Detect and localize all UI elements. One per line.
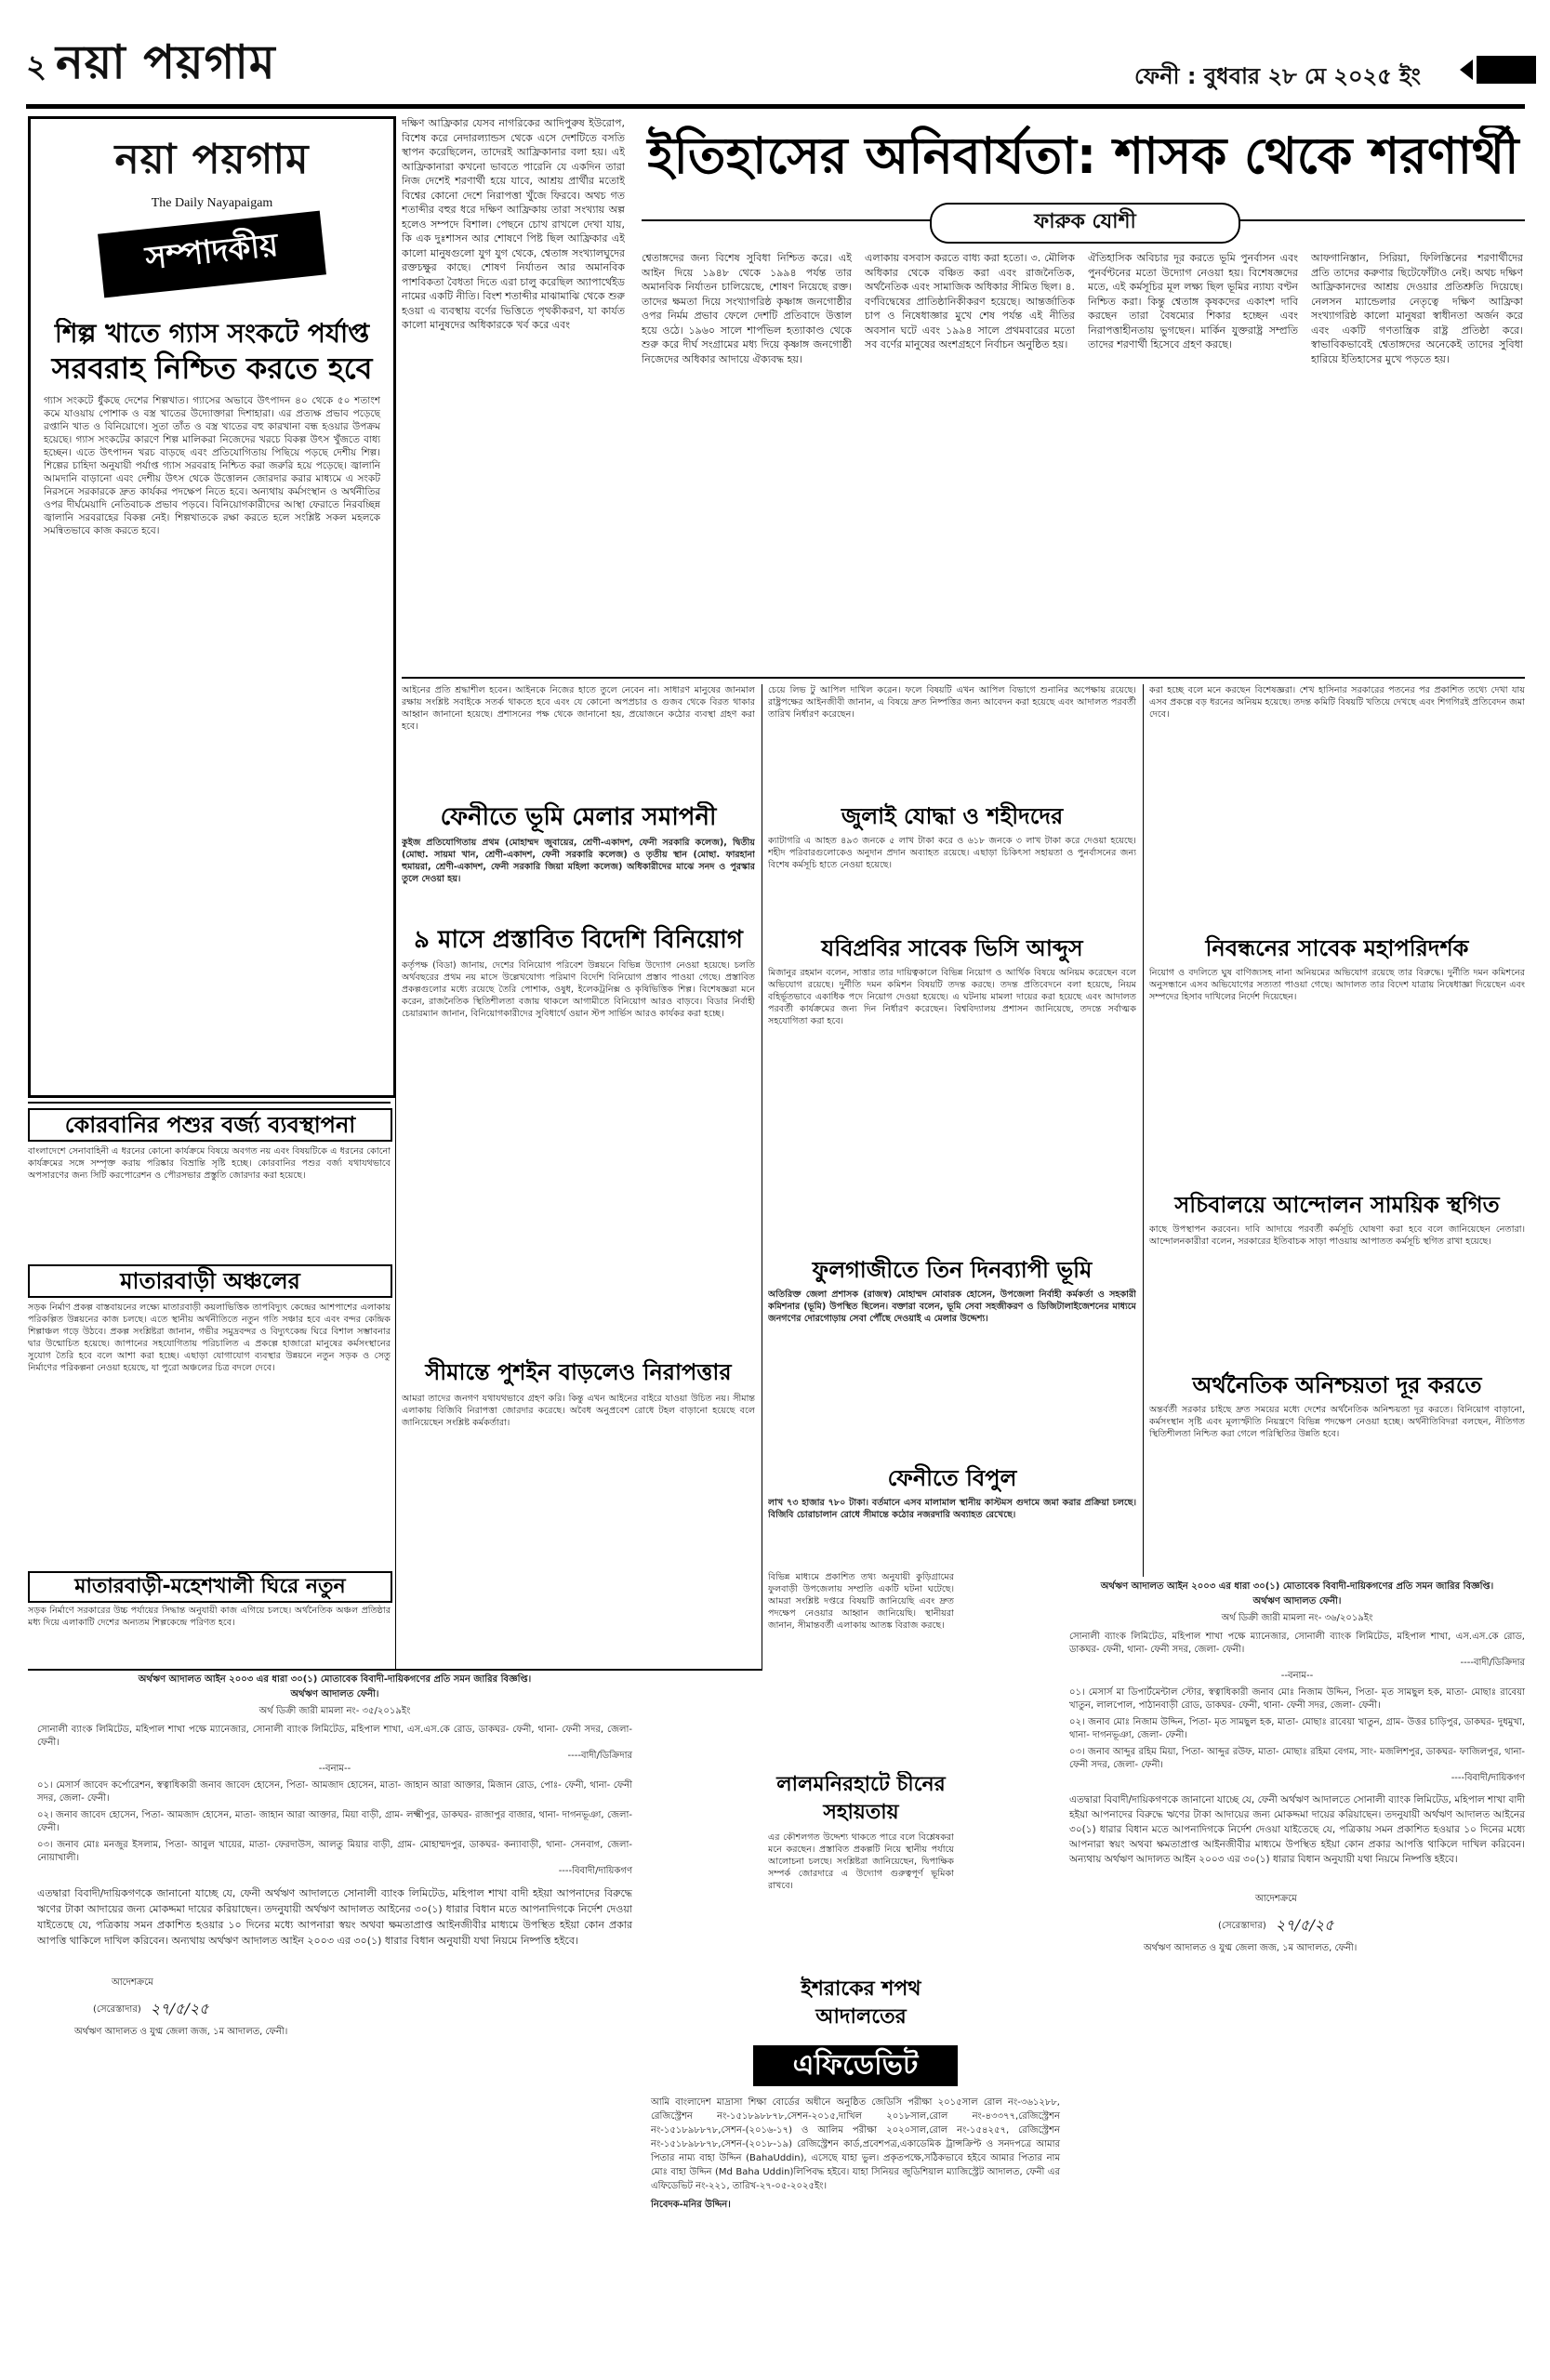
story-body-feni-bipul: লাখ ৭৩ হাজার ৭৮০ টাকা। বর্তমানে এসব মালামাল স্থানীয় কাস্টমস গুদামে জমা করার প্রক্রিয়া চলছে। বিজিবি চোরাচালান রোধে সীমান্তে কঠোর নজরদারি অব্যাহত রেখেছে।: [768, 1498, 1136, 1520]
story-body-fulgazi: অতিরিক্ত জেলা প্রশাসক (রাজস্ব) মোহাম্মদ মোবারক হোসেন, উপজেলা নির্বাহী কর্মকর্তা ও সহকারী কমিশনার (ভূমি) উপস্থিত ছিলেন। বক্তারা বলেন, ভূমি সেবা সহজীকরণ ও ডিজিটালাইজেশনের মাধ্যমে জনগণের দোরগোড়ায় সেবা পৌঁছে দেওয়াই এ মেলার উদ্দেশ্য।: [768, 1289, 1136, 1324]
legal-right-signature: [1218, 1913, 1525, 1938]
editorial-label: সম্পাদকীয়: [98, 211, 326, 298]
signature-mark: ২৭/৫/২৫: [1275, 1916, 1334, 1934]
legal-left-title: অর্থঋণ আদালত আইন ২০০৩ এর ধারা ৩০(১) মোতাবেক বিবাদী-দায়িকগণের প্রতি সমন জারির বিজ্ঞপ্তি।: [138, 1674, 532, 1685]
editorial-headline-2: সরবরাহ নিশ্চিত করতে হবে: [51, 350, 373, 386]
arrow-left-icon: [1460, 60, 1473, 80]
affidavit-body: আমি বাংলাদেশ মাদ্রাসা শিক্ষা বোর্ডের অধীনে অনুষ্ঠিত জেডিসি পরীক্ষা ২০১৫সাল রোল নং-৩৬১২৮৮, রেজিস্ট্রেশন নং-১৫১৮৯৮৮৭৮,সেশন-২০১৫,দাখিল ২০১৮সাল,রোল নং-৪৩৩৭৭,রেজিস্ট্রেশন নং-১৫১৮৯৮৮৭৮,সেশন-(২০১৬-১৭) ও আলিম পরীক্ষা ২০২০সাল,রোল নং-১৫৪২৫৭, রেজিস্ট্রেশন নং-১৫১৮৯৮৮৭৮,সেশন-(২০১৮-১৯) রেজিস্ট্রেশন কার্ড,প্রবেশপত্র,একাডেমিক ট্রান্সক্রিপ্ট ও সনদপত্রে আমার পিতার নাম্য বাহা উদ্দিন (BahaUddin), এসেছে যাহা ভুল। প্রকৃতপক্ষে,সঠিকভাবে হইবে আমার পিতার নাম মোঃ বাহা উদ্দিন (Md Baha Uddin)লিপিবদ্ধ হইবে। যাহা সিনিয়র জুডিশিয়াল ম্যাজিস্ট্রেট আদালত, ফেনী এর এফিডেভিট নং-২২১, তারিখ-২৭-০৫-২০২৫ইং।: [651, 2097, 1060, 2191]
legal-left-office: (সেরেস্তাদার): [93, 2003, 141, 2015]
legal-right-defendant-2: ০২। জনাব মোঃ নিজাম উদ্দিন, পিতা- মৃত সামছুল হক, মাতা- মোছাঃ রাবেয়া খাতুন, গ্রাম- উত্তর চাড়িপুর, ডাকঘর- দুধমুখা, থানা- দাগনভূঞা, জেলা- ফেনী।: [1069, 1717, 1525, 1740]
feature-col-3: ঐতিহাসিক অবিচার দূর করতে ভূমি পুনর্বাসন এবং পুনর্বণ্টনের মতো উদ্যোগ নেওয়া হয়। বিশেষজ্ঞদের মতে, এই কর্মসূচির মূল লক্ষ্য ছিল ভূমির ন্যায্য বণ্টন নিশ্চিত করা। কিন্তু শ্বেতাঙ্গ কৃষকদের একাংশ দাবি করছেন তারা বৈষম্যের শিকার হচ্ছেন এবং নিরাপত্তাহীনতায় ভুগছেন। মার্কিন যুক্তরাষ্ট্র সম্প্রতি তাদের শরণার্থী হিসেবে গ্রহণ করছে।: [1088, 252, 1298, 350]
legal-left-versus: --বনাম--: [318, 1764, 351, 1774]
legal-left-signature: [93, 1997, 632, 2022]
legal-left-defendant-tag: ----বিবাদী/দায়িকগণ: [558, 1866, 632, 1876]
story-headline-maheshkhali: মাতারবাড়ী-মহেশখালী ঘিরে নতুন: [28, 1571, 392, 1603]
legal-left-defendant-3: ০৩। জনাব মোঃ মনজুর ইসলাম, পিতা- আবুল খায়ের, মাতা- ফেরদাউস, আলতু মিয়ার বাড়ী, গ্রাম- মোহাম্মদপুর, ডাকঘর- কন্যাবাড়ী, থানা- সেনবাগ, জেলা- নোয়াখালী।: [37, 1840, 632, 1863]
story-headline-sachibaloy: সচিবালয়ে আন্দোলন সাময়িক স্থগিত: [1174, 1192, 1500, 1218]
story-headline-fulgazi: ফুলগাজীতে তিন দিনব্যাপী ভূমি: [812, 1257, 1093, 1283]
lower-rule: [28, 1669, 762, 1671]
legal-left-case: অর্থ ডিক্রী জারী মামলা নং- ৩৫/২০১৯ইং: [258, 1706, 411, 1716]
legal-right-title: অর্থঋণ আদালত আইন ২০০৩ এর ধারা ৩০(১) মোতাবেক বিবাদী-দায়িকগণের প্রতি সমন জারির বিজ্ঞপ্তি।: [1100, 1581, 1494, 1592]
feature-byline: ফারুক যোশী: [930, 203, 1240, 244]
legal-right-defendant-tag: ----বিবাদী/দায়িকগণ: [1451, 1773, 1525, 1783]
legal-left-defendant-2: ০২। জনাব জাবেদ হোসেন, পিতা- আমজাদ হোসেন, মাতা- জাহান আরা আক্তার, মিয়া বাড়ী, গ্রাম- লক্ষ্মীপুর, ডাকঘর- রাজাপুর বাজার, থানা- দাগনভূঞা, জেলা- ফেনী।: [37, 1810, 632, 1833]
feature-bottom-rule: [402, 677, 1525, 679]
story-headline-pushin: সীমান্তে পুশইন বাড়লেও নিরাপত্তার: [425, 1359, 732, 1385]
story-body-investment: কর্তৃপক্ষ (বিডা) জানায়, দেশের বিনিয়োগ পরিবেশ উন্নয়নে বিভিন্ন উদ্যোগ নেওয়া হয়েছে। চলতি অর্থবছরের প্রথম নয় মাসে উল্লেখযোগ্য পরিমাণ বিদেশি বিনিয়োগ প্রস্তাব পাওয়া গেছে। প্রস্তাবিত প্রকল্পগুলোর মধ্যে রয়েছে তৈরি পোশাক, ওষুধ, ইলেকট্রনিক্স ও কৃষিভিত্তিক শিল্প। বিশেষজ্ঞরা মনে করেন, রাজনৈতিক স্থিতিশীলতা বজায় থাকলে আগামীতে বিনিয়োগ আরও বাড়বে। বিডার নির্বাহী চেয়ারম্যান জানান, বিনিয়োগকারীদের সুবিধার্থে ওয়ান স্টপ সার্ভিস আরও কার্যকর করা হচ্ছে।: [402, 960, 755, 1019]
story-body-pushin-cont: বিভিন্ন মাধ্যমে প্রকাশিত তথ্য অনুযায়ী কুড়িগ্রামের ফুলবাড়ী উপজেলায় সম্প্রতি একটি ঘটনা ঘটেছে। আমরা সংশ্লিষ্ট দপ্তরে বিষয়টি জানিয়েছি এবং দ্রুত পদক্ষেপ নেওয়ার আহ্বান জানিয়েছি। স্থানীয়রা জানান, সীমান্তবর্তী এলাকায় আতঙ্ক বিরাজ করছে।: [768, 1572, 954, 1631]
tail-col-3: করা হচ্ছে বলে মনে করছেন বিশেষজ্ঞরা। শেখ হাসিনার সরকারের পতনের পর প্রকাশিত তথ্যে দেখা যায় এসব প্রকল্পে বড় ধরনের অনিয়ম হয়েছে। তদন্ত কমিটি বিষয়টি খতিয়ে দেখছে এবং শিগগিরই প্রতিবেদন জমা দেবে।: [1149, 685, 1525, 720]
affidavit-title: এফিডেভিট: [753, 2045, 958, 2086]
legal-right-office: (সেরেস্তাদার): [1218, 1920, 1266, 1931]
legal-notice-left: [37, 1673, 632, 2343]
feature-col-2: এলাকায় বসবাস করতে বাধ্য করা হতো। ৩. মৌলিক অধিকার থেকে বঞ্চিত করা এবং রাজনৈতিক, অর্থনৈতিক এবং সামাজিক অধিকার সীমিত ছিল। ৪. বর্ণবিদ্বেষের প্রাতিষ্ঠানিকীকরণ হয়েছে। আন্তর্জাতিক চাপ ও নিষেধাজ্ঞার মুখে শেষ পর্যন্ত এই নীতির অবসান ঘটে এবং ১৯৯৪ সালে প্রথমবারের মতো সব বর্ণের মানুষের অংশগ্রহণে নির্বাচন অনুষ্ঠিত হয়।: [865, 252, 1075, 350]
story-headline-ishraque: ইশরাকের শপথ আদালতের: [801, 1977, 921, 2029]
affidavit-signer: নিবেদক-মনির উদ্দিন।: [651, 2200, 731, 2210]
legal-right-court: অর্থঋণ আদালত ফেনী।: [1252, 1596, 1342, 1606]
legal-right-body: এতদ্বারা বিবাদী/দায়িকগণকে জানানো যাচ্ছে যে, ফেনী অর্থঋণ আদালতে সোনালী ব্যাংক লিমিটেড, মহিপাল শাখা বাদী হইয়া আপনাদের বিরুদ্ধে ঋণের টাকা আদায়ের জন্য মোকদ্দমা দায়ের করিয়াছেন। তদনুযায়ী অর্থঋণ আদালত আইনের ৩০(১) ধারার বিধান মতে আপনাদিগকে নির্দেশ দেওয়া যাইতেছে যে, পত্রিকায় সমন প্রকাশিত হওয়ার ১০ দিনের মধ্যে আপনারা স্বয়ং অথবা ক্ষমতাপ্রাপ্ত আইনজীবীর মাধ্যমে উপস্থিত হইয়া কোন প্রকার আপত্তি থাকিলে দাখিল করিবেন। অন্যথায় অর্থঋণ আদালত আইন ২০০৩ এর ৩০(১) ধারার বিধান অনুযায়ী যথা নিয়মে নিষ্পত্তি হইবে।: [1069, 1794, 1525, 1865]
date-line: ফেনী : বুধবার ২৮ মে ২০২৫ ইং: [1134, 63, 1421, 89]
legal-right-footer: অর্থঋণ আদালত ও যুগ্ম জেলা জজ, ১ম আদালত, ফেনী।: [1144, 1943, 1358, 1953]
story-body-korbani: বাংলাদেশে সেনাবাহিনী এ ধরনের কোনো কার্যক্রমে বিষয়ে অবগত নয় এবং বিষয়টিকে এ ধরনের কোনো কার্যক্রমের সঙ্গে সম্পৃক্ত করায় পরিষ্কার বিভ্রান্তি সৃষ্টি হচ্ছে। কোরবানির পশুর বর্জ্য যথাযথভাবে অপসারণের জন্য সিটি করপোরেশন ও পৌরসভার প্রস্তুতি জোরদার করা হয়েছে।: [28, 1146, 391, 1181]
tail-col-1: আইনের প্রতি শ্রদ্ধাশীল হবেন। আইনকে নিজের হাতে তুলে নেবেন না। সাধারণ মানুষের জানমাল রক্ষায় সংশ্লিষ্ট সবাইকে সতর্ক থাকতে হবে এবং যে কোনো অপপ্রচার ও গুজব থেকে বিরত থাকার আহ্বান জানানো হয়েছে। প্রশাসনের পক্ষ থেকে জানানো হয়, প্রয়োজনে কঠোর ব্যবস্থা গ্রহণ করা হবে।: [402, 685, 755, 732]
editorial-masthead: নয়া পয়গাম The Daily Nayapaigam: [114, 136, 310, 210]
legal-right-case: অর্থ ডিক্রী জারী মামলা নং- ৩৬/২০১৯ইং: [1221, 1613, 1373, 1623]
signature-mark: ২৭/৫/২৫: [150, 2000, 209, 2017]
legal-left-plaintiff-tag: ----বাদী/ডিক্রিদার: [567, 1751, 632, 1761]
legal-right-order: আদেশক্রমে: [1255, 1894, 1297, 1904]
editorial-box: [28, 116, 396, 1098]
story-headline-lalmonirhat: লালমনিরহাটে চীনের সহায়তায়: [776, 1773, 946, 1824]
col-divider-1: [395, 116, 396, 1669]
legal-right-versus: --বনাম--: [1280, 1671, 1314, 1681]
header-rule: [26, 104, 1525, 109]
legal-left-court: অর্থঋণ আদালত ফেনী।: [290, 1689, 379, 1699]
tail-col-2: চেয়ে লিভ টু আপিল দাখিল করেন। ফলে বিষয়টি এখন আপিল বিভাগে শুনানির অপেক্ষায় রয়েছে। রাষ্ট্রপক্ষের আইনজীবী জানান, এ বিষয়ে দ্রুত নিষ্পত্তির জন্য আবেদন করা হয়েছে এবং আদালত পরবর্তী তারিখ নির্ধারণ করেছেন।: [768, 685, 1136, 720]
editorial-body: গ্যাস সংকটে ধুঁকছে দেশের শিল্পখাত। গ্যাসের অভাবে উৎপাদন ৪০ থেকে ৫০ শতাংশ কমে যাওয়ায় পোশাক ও বস্ত্র খাতের উদ্যোক্তারা দিশাহারা। এর প্রত্যক্ষ প্রভাব পড়েছে রপ্তানি খাত ও বিনিয়োগে। সুতা তাঁত ও বস্ত্র খাতের বহু কারখানা বন্ধ হওয়ার উপক্রম হয়েছে। গ্যাস সংকটের কারণে শিল্প মালিকরা নিজেদের খরচে বিকল্প উৎস খুঁজতে বাধ্য হচ্ছেন। এতে উৎপাদন খরচ বাড়ছে এবং প্রতিযোগিতায় পিছিয়ে পড়ছে দেশীয় শিল্প। শিল্পের চাহিদা অনুযায়ী পর্যাপ্ত গ্যাস সরবরাহ নিশ্চিত করা জরুরি হয়ে পড়েছে। জ্বালানি আমদানি বাড়ানো এবং দেশীয় উৎস থেকে উত্তোলন জোরদার করার মাধ্যমে এ সংকট নিরসনে সরকারকে দ্রুত কার্যকর পদক্ষেপ নিতে হবে। অন্যথায় কর্মসংস্থান ও অর্থনীতির ওপর দীর্ঘমেয়াদি নেতিবাচক প্রভাব পড়বে। বিনিয়োগকারীদের আস্থা ফেরাতে নিরবচ্ছিন্ন জ্বালানি সরবরাহের বিকল্প নেই। শিল্পখাতকে রক্ষা করতে হলে সংশ্লিষ্ট সকল মহলকে সমন্বিতভাবে কাজ করতে হবে।: [44, 395, 380, 536]
story-headline-investment: ৯ মাসে প্রস্তাবিত বিদেশি বিনিয়োগ: [414, 926, 743, 954]
story-body-orthonoitik: অন্তর্বর্তী সরকার চাইছে দ্রুত সময়ের মধ্যে দেশের অর্থনৈতিক অনিশ্চয়তা দূর করতে। বিনিয়োগ বাড়ানো, কর্মসংস্থান সৃষ্টি এবং মূল্যস্ফীতি নিয়ন্ত্রণে বিভিন্ন পদক্ষেপ নেওয়া হচ্ছে। অর্থনীতিবিদরা বলছেন, নীতিগত স্থিতিশীলতা নিশ্চিত করা গেলে পরিস্থিতির উন্নতি হবে।: [1149, 1405, 1525, 1439]
legal-notice-right: [1069, 1580, 1525, 2352]
story-body-nibondhon: নিয়োগ ও বদলিতে ঘুষ বাণিজ্যসহ নানা অনিয়মের অভিযোগ রয়েছে তার বিরুদ্ধে। দুর্নীতি দমন কমিশনের অনুসন্ধানে এসব অভিযোগের সত্যতা পাওয়া গেছে। আদালত তার বিদেশ যাত্রায় নিষেধাজ্ঞা দিয়েছেন এবং সম্পদের হিসাব দাখিলের নির্দেশ দিয়েছেন।: [1149, 968, 1525, 1002]
feature-lead-column: দক্ষিণ আফ্রিকার যেসব নাগরিকের আদিপুরুষ ইউরোপ, বিশেষ করে নেদারল্যান্ডস থেকে এসে দেশটিতে বসতি স্থাপন করেছিলেন, তাদেরই আফ্রিকানার বলা হয়। এই আফ্রিকানারা কখনো ভাবতে পারেনি যে একদিন তারা নিজ দেশেই শরণার্থী হয়ে যাবে, আশ্রয় প্রার্থীর মতোই বিশ্বের কোনো দেশে নিরাপত্তা খুঁজে ফিরবে। অথচ গত শতাব্দীর বহুর ধরে দক্ষিণ আফ্রিকায় তারা সংখ্যায় অল্প হলেও সম্পদে বিশাল। পেছনে চোখ রাখলে দেখা যায়, কি এক দুঃশাসন আর শোষণে পিষ্ট ছিল আফ্রিকার এই কালো মানুষগুলো যুগ যুগ থেকে, শ্বেতাঙ্গ সংখ্যালঘুদের রক্তচক্ষুর কাছে। শোষণ নির্যাতন আর অমানবিক পাশবিকতা বৈধতা দিতে এরা চালু করেছিল অ্যাপার্থেইড নামের একটি নীতি। বিংশ শতাব্দীর মাঝামাঝি থেকে শুরু হওয়া এ ব্যবস্থায় বর্ণের ভিত্তিতে পৃথকীকরণ, যা কার্যত কালো মানুষদের অধিকারকে খর্ব করে এবং: [402, 117, 625, 331]
feature-col-1: শ্বেতাঙ্গদের জন্য বিশেষ সুবিধা নিশ্চিত করে। এই আইন দিয়ে ১৯৪৮ থেকে ১৯৯৪ পর্যন্ত তার অমানবিক নির্যাতন চালিয়েছে, শোষণ নিয়েছে রক্ত। তাদের ক্ষমতা দিয়ে সংখ্যাগরিষ্ঠ কৃষ্ণাঙ্গ জনগোষ্ঠীর ওপর নির্মম প্রভাব ফেলে দেশটি প্রতিবাদে উত্তাল হয়ে ওঠে। ১৯৬০ সালে শার্পভিল হত্যাকাণ্ড থেকে শুরু করে দীর্ঘ সংগ্রামের মধ্য দিয়ে কৃষ্ণাঙ্গ জনগোষ্ঠী নিজেদের অধিকার আদায়ে ঐক্যবদ্ধ হয়।: [642, 252, 852, 365]
page-number: ২: [26, 48, 47, 86]
legal-left-body: এতদ্বারা বিবাদী/দায়িকগণকে জানানো যাচ্ছে যে, ফেনী অর্থঋণ আদালতে সোনালী ব্যাংক লিমিটেড, মহিপাল শাখা বাদী হইয়া আপনাদের বিরুদ্ধে ঋণের টাকা আদায়ের জন্য মোকদ্দমা দায়ের করিয়াছেন। তদনুযায়ী অর্থঋণ আদালত আইনের ৩০(১) ধারার বিধান মতে আপনাদিগকে নির্দেশ দেওয়া যাইতেছে যে, পত্রিকায় সমন প্রকাশিত হওয়ার ১০ দিনের মধ্যে আপনারা স্বয়ং অথবা ক্ষমতাপ্রাপ্ত আইনজীবীর মাধ্যমে উপস্থিত হইয়া কোন প্রকার আপত্তি থাকিলে দাখিল করিবেন। অন্যথায় অর্থঋণ আদালত আইন ২০০৩ এর ৩০(১) ধারার বিধান অনুযায়ী যথা নিয়মে নিষ্পত্তি হইবে।: [37, 1887, 632, 1947]
story-body-jbpbr: মিজানুর রহমান বলেন, সাত্তার তার দায়িত্বকালে বিভিন্ন নিয়োগ ও আর্থিক বিষয়ে অনিয়ম করেছেন বলে অভিযোগ রয়েছে। দুর্নীতি দমন কমিশন বিষয়টি তদন্ত করছে। তদন্ত প্রতিবেদনে বলা হয়েছে, নিয়ম বহির্ভূতভাবে একাধিক পদে নিয়োগ দেওয়া হয়েছে। এ ঘটনায় মামলা দায়ের করা হয়েছে এবং আদালত পরবর্তী কার্যক্রমের জন্য দিন নির্ধারণ করেছেন। বিশ্ববিদ্যালয় প্রশাসন জানিয়েছে, তদন্তে সর্বাত্মক সহযোগিতা করা হবে।: [768, 968, 1136, 1026]
feature-headline: ইতিহাসের অনিবার্যতা: শাসক থেকে শরণার্থী: [647, 126, 1519, 185]
story-headline-matarbari: মাতারবাড়ী অঞ্চলের: [28, 1264, 392, 1298]
affidavit-box: [651, 2045, 1060, 2324]
legal-right-defendant-3: ০৩। জনাব আব্দুর রহিম মিয়া, পিতা- আব্দুর রউফ, মাতা- মোছাঃ রহিমা বেগম, সাং- মজলিশপুর, ডাকঘর- ফাজিলপুর, থানা- ফেনী সদর, জেলা- ফেনী।: [1069, 1747, 1525, 1770]
story-headline-jbpbr: যবিপ্রবির সাবেক ভিসি আব্দুস: [821, 935, 1083, 961]
story-body-july: ক্যাটাগরি এ আহত ৪৯৩ জনকে ৫ লাখ টাকা করে ও ৬১৮ জনকে ৩ লাখ টাকা করে দেওয়া হয়েছে। শহীদ পরিবারগুলোকেও অনুদান প্রদান অব্যাহত রয়েছে। এছাড়া চিকিৎসা সহায়তা ও পুনর্বাসনের জন্য বিশেষ কর্মসূচি হাতে নেওয়া হয়েছে।: [768, 836, 1136, 870]
legal-right-plaintiff: সোনালী ব্যাংক লিমিটেড, মহিপাল শাখা পক্ষে ম্যানেজার, সোনালী ব্যাংক লিমিটেড, মহিপাল শাখা, এস.এস.কে রোড, ডাকঘর- ফেনী, থানা- ফেনী সদর, জেলা- ফেনী।: [1069, 1632, 1525, 1655]
story-headline-nibondhon: নিবন্ধনের সাবেক মহাপরিদর্শক: [1205, 935, 1469, 961]
story-body-maheshkhali: সড়ক নির্মাণে সরকারের উচ্চ পর্যায়ের সিদ্ধান্ত অনুযায়ী কাজ এগিয়ে চলছে। অর্থনৈতিক অঞ্চল প্রতিষ্ঠার মধ্য দিয়ে এলাকাটি দেশের অন্যতম শিল্পকেন্দ্রে পরিণত হবে।: [28, 1606, 391, 1628]
story-headline-feni-bipul: ফেনীতে বিপুল: [887, 1465, 1017, 1491]
story-headline-korbani: কোরবানির পশুর বর্জ্য ব্যবস্থাপনা: [28, 1108, 392, 1142]
legal-left-footer: অর্থঋণ আদালত ও যুগ্ম জেলা জজ, ১ম আদালত, ফেনী।: [74, 2027, 288, 2037]
story-body-bhumi-mela: কুইজ প্রতিযোগিতায় প্রথম (মোহাম্মদ জুবায়ের, শ্রেণী-একাদশ, ফেনী সরকারি কলেজ), দ্বিতীয় (মোছা. সায়মা খান, শ্রেণী-একাদশ, ফেনী সরকারি কলেজ) ও তৃতীয় স্থান (মোছা. ফারহানা হুমায়রা, শ্রেণী-একাদশ, ফেনী সরকারি জিয়া মহিলা কলেজ) অধিকারীদের মাঝে সনদ ও পুরস্কার তুলে দেওয়া হয়।: [402, 838, 755, 884]
legal-left-defendant-1: ০১। মেসার্স জাবেদ কর্পোরেশন, স্বত্বাধিকারী জনাব জাবেদ হোসেন, পিতা- আমজাদ হোসেন, মাতা- জাহান আরা আক্তার, মিজান রোড, পোঃ- ফেনী, থানা- ফেনী সদর, জেলা- ফেনী।: [37, 1780, 632, 1804]
story-headline-bhumi-mela: ফেনীতে ভূমি মেলার সমাপনী: [440, 803, 717, 831]
legal-left-plaintiff: সোনালী ব্যাংক লিমিটেড, মহিপাল শাখা পক্ষে ম্যানেজার, সোনালী ব্যাংক লিমিটেড, মহিপাল শাখা, এস.এস.কে রোড, ডাকঘর- ফেনী, থানা- ফেনী সদর, জেলা- ফেনী।: [37, 1725, 632, 1748]
legal-right-plaintiff-tag: ----বাদী/ডিক্রিদার: [1460, 1658, 1525, 1668]
story-body-lalmonirhat: এর কৌশলগত উদ্দেশ্য থাকতে পারে বলে বিশ্লেষকরা মনে করছেন। প্রস্তাবিত প্রকল্পটি নিয়ে স্থানীয় পর্যায়ে আলোচনা চলছে। সংশ্লিষ্টরা জানিয়েছেন, দ্বিপাক্ষিক সম্পর্ক জোরদারে এ উদ্যোগ গুরুত্বপূর্ণ ভূমিকা রাখবে।: [768, 1832, 954, 1891]
page-flag-icon: [1460, 56, 1536, 84]
story-body-pushin: আমরা তাদের জনগণ যথাযথভাবে গ্রহণ করি। কিন্তু এখন আইনের বাইরে যাওয়া উচিত নয়। সীমান্ত এলাকায় বিজিবি নিরাপত্তা জোরদার করেছে। অবৈধ অনুপ্রবেশ রোধে টহল বাড়ানো হয়েছে বলে জানিয়েছেন সংশ্লিষ্ট কর্মকর্তারা।: [402, 1394, 755, 1428]
left-divider: [28, 1102, 391, 1104]
masthead-logo: নয়া পয়গাম: [56, 34, 276, 89]
story-headline-orthonoitik: অর্থনৈতিক অনিশ্চয়তা দূর করতে: [1192, 1372, 1482, 1398]
story-body-matarbari: সড়ক নির্মাণ প্রকল্প বাস্তবায়নের লক্ষ্যে মাতারবাড়ী কয়লাভিত্তিক তাপবিদ্যুৎ কেন্দ্রের আশপাশের এলাকায় পরিকল্পিত উন্নয়নের কাজ চলছে। এতে স্থানীয় অর্থনীতিতে নতুন গতি সঞ্চার হবে এবং বন্দর কেন্দ্রিক শিল্পাঞ্চল গড়ে উঠবে। প্রকল্প সংশ্লিষ্টরা জানান, গভীর সমুদ্রবন্দর ও বিদ্যুৎকেন্দ্র ঘিরে বিশাল সম্ভাবনার দ্বার উন্মোচিত হয়েছে। জাপানের সহযোগিতায় পরিচালিত এ প্রকল্পে হাজারো মানুষের কর্মসংস্থানের সুযোগ তৈরি হবে বলে আশা করা হচ্ছে। এছাড়া যোগাযোগ ব্যবস্থার উন্নয়নে নতুন সড়ক ও সেতু নির্মাণের পরিকল্পনা নেওয়া হয়েছে, যা পুরো অঞ্চলের চিত্র বদলে দেবে।: [28, 1302, 391, 1373]
feature-col-4: আফগানিস্তান, সিরিয়া, ফিলিস্তিনের শরণার্থীদের প্রতি তাদের করুণার ছিটেফোঁটাও নেই। অথচ দক্ষিণ আফ্রিকানদের আশ্রয় দেওয়ার প্রতিশ্রুতি দিয়েছে। নেলসন ম্যান্ডেলার নেতৃত্বে দক্ষিণ আফ্রিকা সংখ্যাগরিষ্ঠ কালো মানুষরা স্বাধীনতা অর্জন করে এবং একটি গণতান্ত্রিক রাষ্ট্র প্রতিষ্ঠা করে। স্বাভাবিকভাবেই শ্বেতাঙ্গদের অনেকেই তাদের সুবিধা হারিয়ে ইতিহাসের মুখে পড়তে হয়।: [1311, 252, 1523, 365]
col-divider-3: [1143, 684, 1144, 1577]
legal-left-order: আদেশক্রমে: [112, 1977, 153, 1988]
editorial-headline-1: শিল্প খাতে গ্যাস সংকটে পর্যাপ্ত: [54, 318, 370, 349]
story-body-sachibaloy: কাছে উপস্থাপন করবেন। দাবি আদায়ে পরবর্তী কর্মসূচি ঘোষণা করা হবে বলে জানিয়েছেন নেতারা। আন্দোলনকারীরা বলেন, সরকারের ইতিবাচক সাড়া পাওয়ায় আপাতত কর্মসূচি স্থগিত রাখা হয়েছে।: [1149, 1224, 1525, 1247]
story-headline-july: জুলাই যোদ্ধা ও শহীদদের: [841, 803, 1064, 829]
legal-right-defendant-1: ০১। মেসার্স মা ডিপার্টমেন্টাল স্টোর, স্বত্বাধিকারী জনাব মোঃ নিজাম উদ্দিন, পিতা- মৃত সামছুল হক, মাতা- মোছাঃ রাবেয়া খাতুন, লালপোল, পাঠানবাড়ী রোড, ডাকঘর- ফেনী, থানা- ফেনী সদর, জেলা- ফেনী।: [1069, 1687, 1525, 1711]
